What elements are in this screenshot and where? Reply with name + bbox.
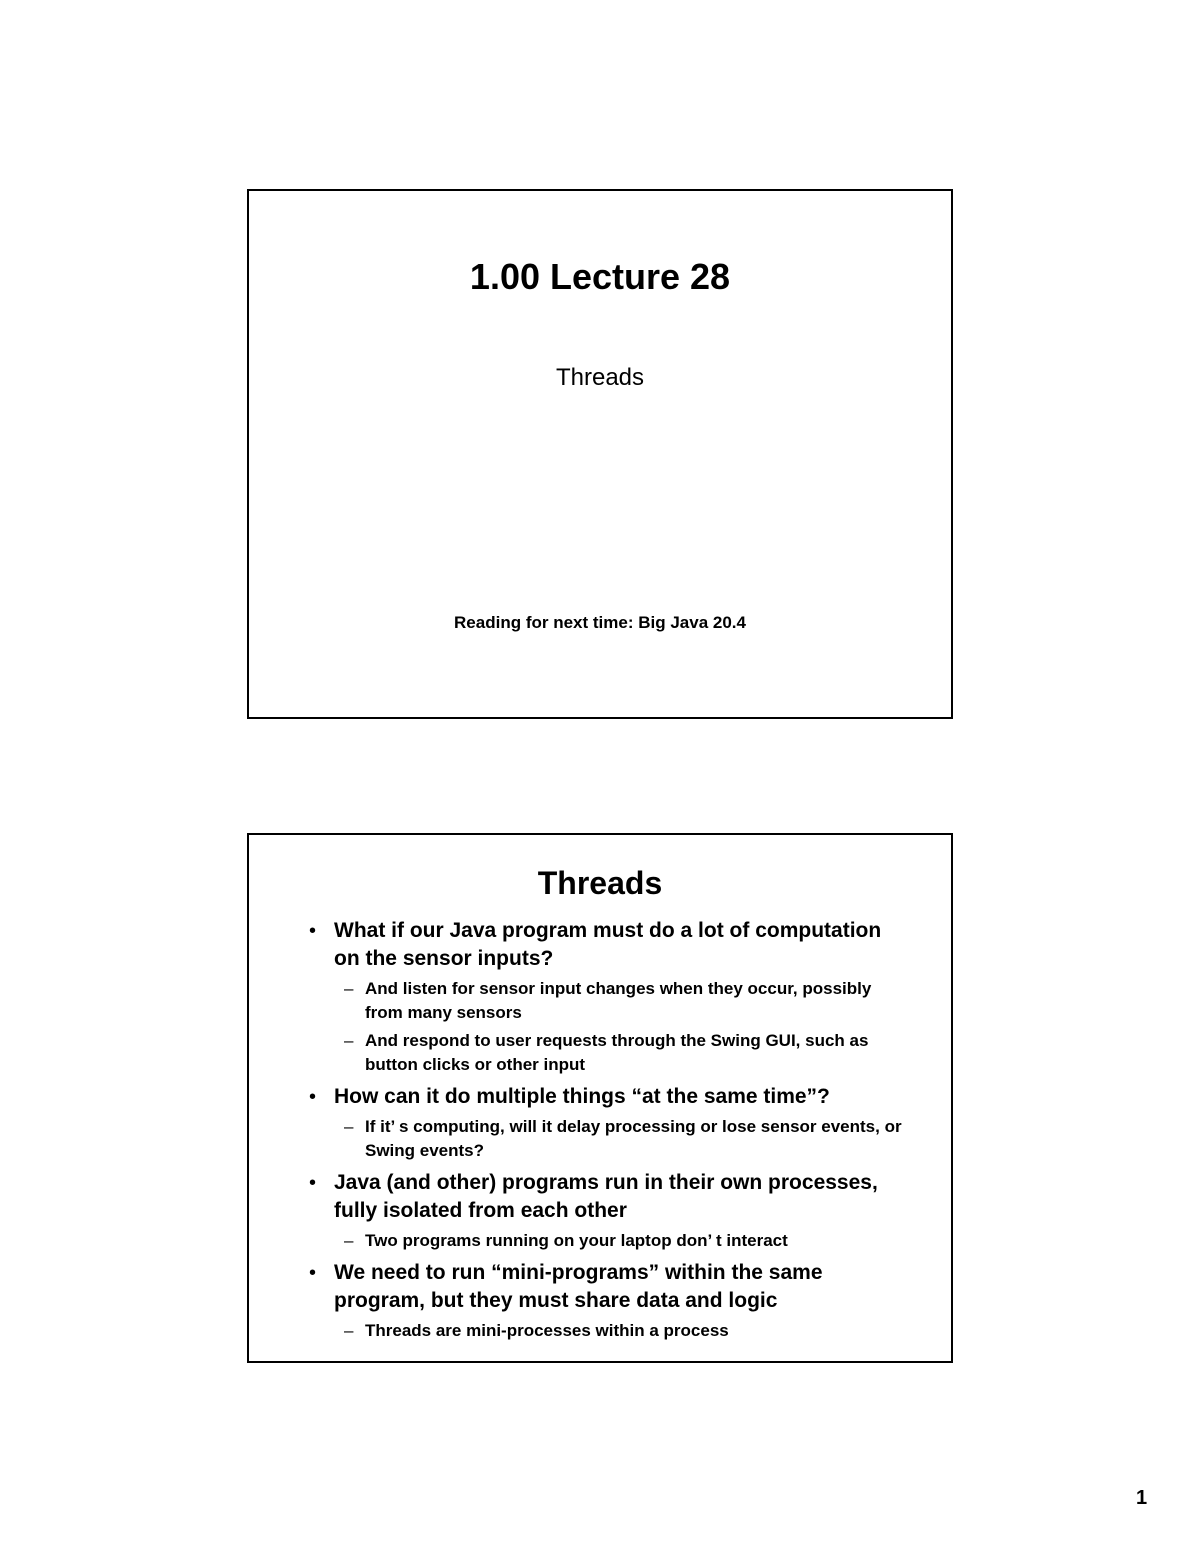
bullet-dot-icon: •: [309, 1172, 317, 1194]
bullet-text: What if our Java program must do a lot of computation on the sensor inputs?: [334, 919, 882, 970]
sub-bullet-item: [334, 1029, 907, 1077]
sub-bullet-text: And listen for sensor input changes when they occur, possibly from many sensors: [365, 979, 872, 1022]
sub-bullet-list: [334, 977, 907, 1077]
bullet-list: [307, 917, 907, 1349]
title-slide: [247, 189, 953, 719]
lecture-title: 1.00 Lecture 28: [469, 256, 731, 297]
dash-icon: –: [344, 1321, 354, 1340]
slide-title: Threads: [537, 865, 663, 901]
sub-bullet-list: [334, 1115, 907, 1163]
bullet-text: How can it do multiple things “at the same time”?: [334, 1085, 830, 1108]
lecture-subtitle: Threads: [555, 364, 645, 391]
dash-icon: –: [344, 1231, 354, 1250]
bullet-dot-icon: •: [309, 920, 317, 942]
sub-bullet-text: Two programs running on your laptop don’ t interact: [365, 1231, 788, 1250]
sub-bullet-text: And respond to user requests through the Swing GUI, such as button clicks or other input: [365, 1031, 869, 1074]
sub-bullet-item: [334, 1115, 907, 1163]
dash-icon: –: [344, 1031, 354, 1050]
bullet-text: Java (and other) programs run in their own processes, fully isolated from each other: [334, 1171, 878, 1222]
sub-bullet-list: [334, 1229, 907, 1253]
sub-bullet-text: Threads are mini-processes within a process: [365, 1321, 729, 1340]
sub-bullet-item: [334, 977, 907, 1025]
bullet-dot-icon: •: [309, 1262, 317, 1284]
sub-bullet-item: [334, 1229, 907, 1253]
sub-bullet-item: [334, 1319, 907, 1343]
bullet-text: We need to run “mini-programs” within the same program, but they must share data and logic: [334, 1261, 823, 1312]
reading-assignment: Reading for next time: Big Java 20.4: [454, 613, 746, 632]
page-number: 1: [1136, 1487, 1148, 1509]
sub-bullet-list: [334, 1319, 907, 1343]
dash-icon: –: [344, 1117, 354, 1136]
bullet-item: [307, 1169, 907, 1253]
bullet-item: [307, 1083, 907, 1163]
bullet-item: [307, 917, 907, 1077]
sub-bullet-text: If it’ s computing, will it delay processing or lose sensor events, or Swing events?: [365, 1117, 902, 1160]
threads-slide: [247, 833, 953, 1363]
dash-icon: –: [344, 979, 354, 998]
bullet-item: [307, 1259, 907, 1343]
bullet-dot-icon: •: [309, 1086, 317, 1108]
